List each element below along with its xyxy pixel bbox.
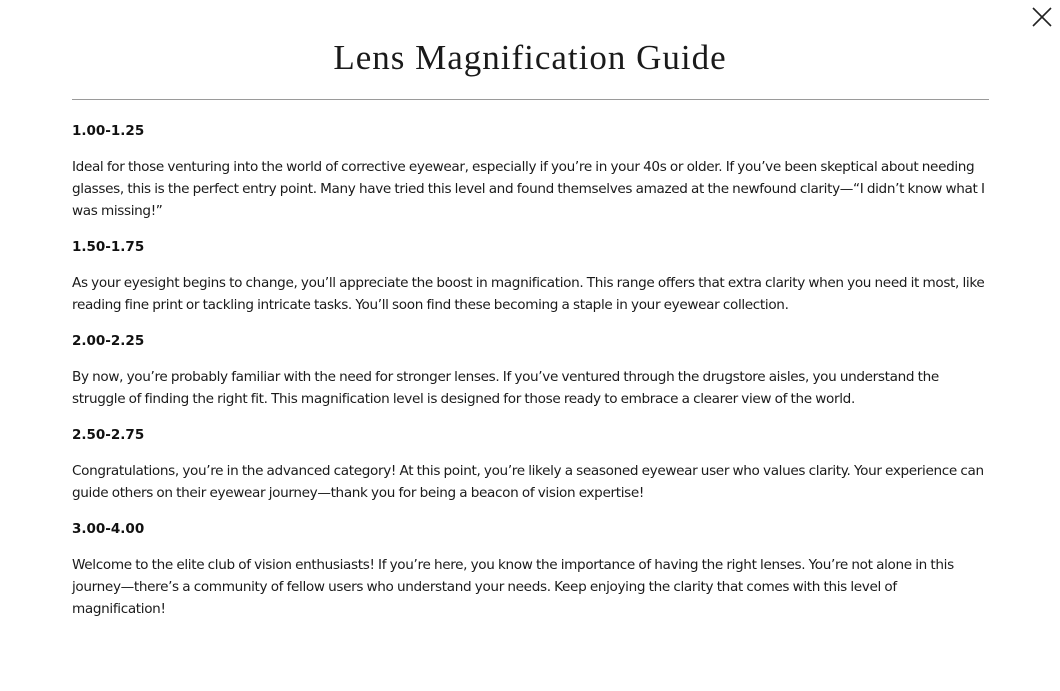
range-description: Welcome to the elite club of vision enthusiasts! If you’re here, you know the importance of having the right lenses. You’re not alone in this journey—there’s a community of fellow users who understand your needs. Keep enjoying the clarity that comes with this level of magnification! — [72, 557, 954, 617]
page-title: Lens Magnification Guide — [333, 38, 727, 77]
range-description: Congratulations, you’re in the advanced category! At this point, you’re likely a seasoned eyewear user who values clarity. Your experience can guide others on their eyewear journey—thank you for being a beacon of vision expertise! — [72, 463, 984, 501]
range-heading: 2.00-2.25 — [72, 333, 145, 349]
range-section — [72, 120, 989, 222]
range-heading: 1.50-1.75 — [72, 239, 145, 255]
close-icon[interactable] — [1030, 5, 1054, 29]
range-heading: 1.00-1.25 — [72, 123, 145, 139]
range-section — [72, 330, 989, 410]
guide-content — [72, 120, 989, 634]
range-description: As your eyesight begins to change, you’ll appreciate the boost in magnification. This range offers that extra clarity when you need it most, like reading fine print or tackling intricate tasks. You’ll soon find these becoming a staple in your eyewear collection. — [72, 275, 985, 313]
close-button[interactable] — [1030, 5, 1054, 29]
range-section — [72, 236, 989, 316]
title-divider — [72, 99, 989, 100]
range-heading: 2.50-2.75 — [72, 427, 145, 443]
range-description: Ideal for those venturing into the world of corrective eyewear, especially if you’re in your 40s or older. If you’ve been skeptical about needing glasses, this is the perfect entry point. Many have tried this level and found themselves amazed at the newfound clarity—“I didn’t know what I was missing!” — [72, 159, 985, 219]
range-section — [72, 424, 989, 504]
range-heading: 3.00-4.00 — [72, 521, 145, 537]
range-section — [72, 518, 989, 620]
range-description: By now, you’re probably familiar with the need for stronger lenses. If you’ve ventured through the drugstore aisles, you understand the struggle of finding the right fit. This magnification level is designed for those ready to embrace a clearer view of the world. — [72, 369, 939, 407]
